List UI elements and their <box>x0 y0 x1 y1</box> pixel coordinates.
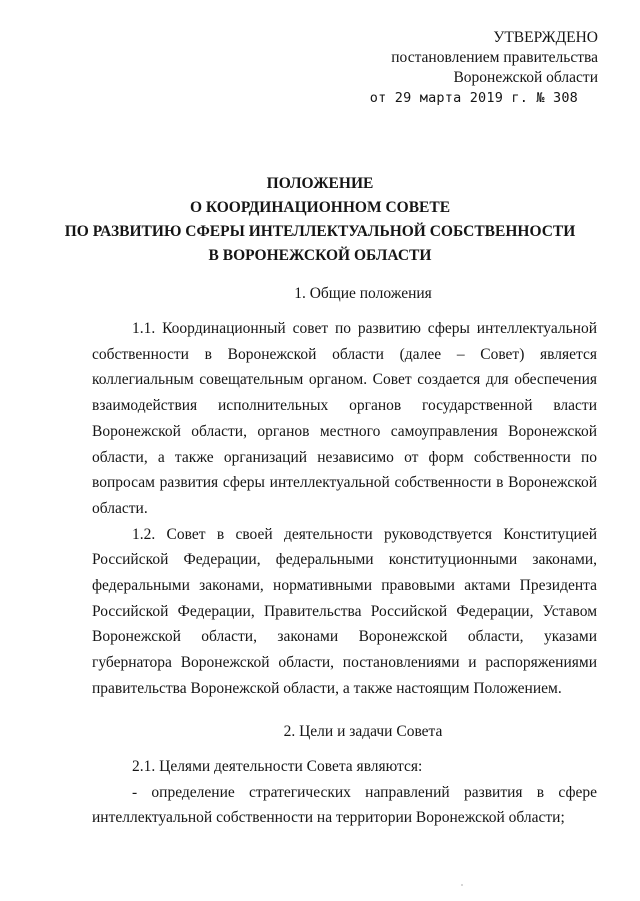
approval-by-decree: постановлением правительства <box>391 49 598 66</box>
section-body-general <box>92 316 597 702</box>
title-line-2: О КООРДИНАЦИОННОМ СОВЕТЕ <box>189 199 451 216</box>
approval-stamp <box>370 28 598 108</box>
scan-speck <box>461 884 463 886</box>
section-heading-goals: 2. Цели и задачи Совета <box>283 723 443 740</box>
paragraph-2-1: 2.1. Целями деятельности Совета являются: <box>132 758 423 775</box>
approval-heading: УТВЕРЖДЕНО <box>493 29 598 46</box>
title-line-1: ПОЛОЖЕНИЕ <box>266 175 374 192</box>
document-title <box>0 172 640 268</box>
title-line-4: В ВОРОНЕЖСКОЙ ОБЛАСТИ <box>208 247 432 264</box>
section-body-goals <box>92 754 597 831</box>
approval-date-number: от 29 марта 2019 г. № 308 <box>369 90 578 106</box>
paragraph-2-1-item: - определение стратегических направлений развития в сфере интеллектуальной собственности на территории Воронежской области; <box>92 783 597 827</box>
paragraph-1-2: 1.2. Совет в своей деятельности руководствуется Конституцией Российской Федерации, федеральными конституционными законами, федеральными законами, нормативными правовыми актами Президента Российской Федерации, Правительства Российской Федерации, Уставом Воронежской области, законами Воронежской области, указами губернатора Воронежской области, постановлениями и распоряжениями правительства Воронежской области, а также настоящим Положением. <box>92 525 597 697</box>
title-line-3: ПО РАЗВИТИЮ СФЕРЫ ИНТЕЛЛЕКТУАЛЬНОЙ СОБСТВЕННОСТИ <box>64 223 576 240</box>
approval-region: Воронежской области <box>453 69 598 86</box>
section-heading-general: 1. Общие положения <box>294 285 432 302</box>
paragraph-1-1: 1.1. Координационный совет по развитию сферы интеллектуальной собственности в Воронежской области (далее – Совет) является коллегиальным совещательным органом. Совет создается для обеспечения взаимодействия исполнительных органов государственной власти Воронежской области, органов местного самоуправления Воронежской области, а также организаций независимо от форм собственности по вопросам развития сферы интеллектуальной собственности в Воронежской области. <box>92 320 597 517</box>
